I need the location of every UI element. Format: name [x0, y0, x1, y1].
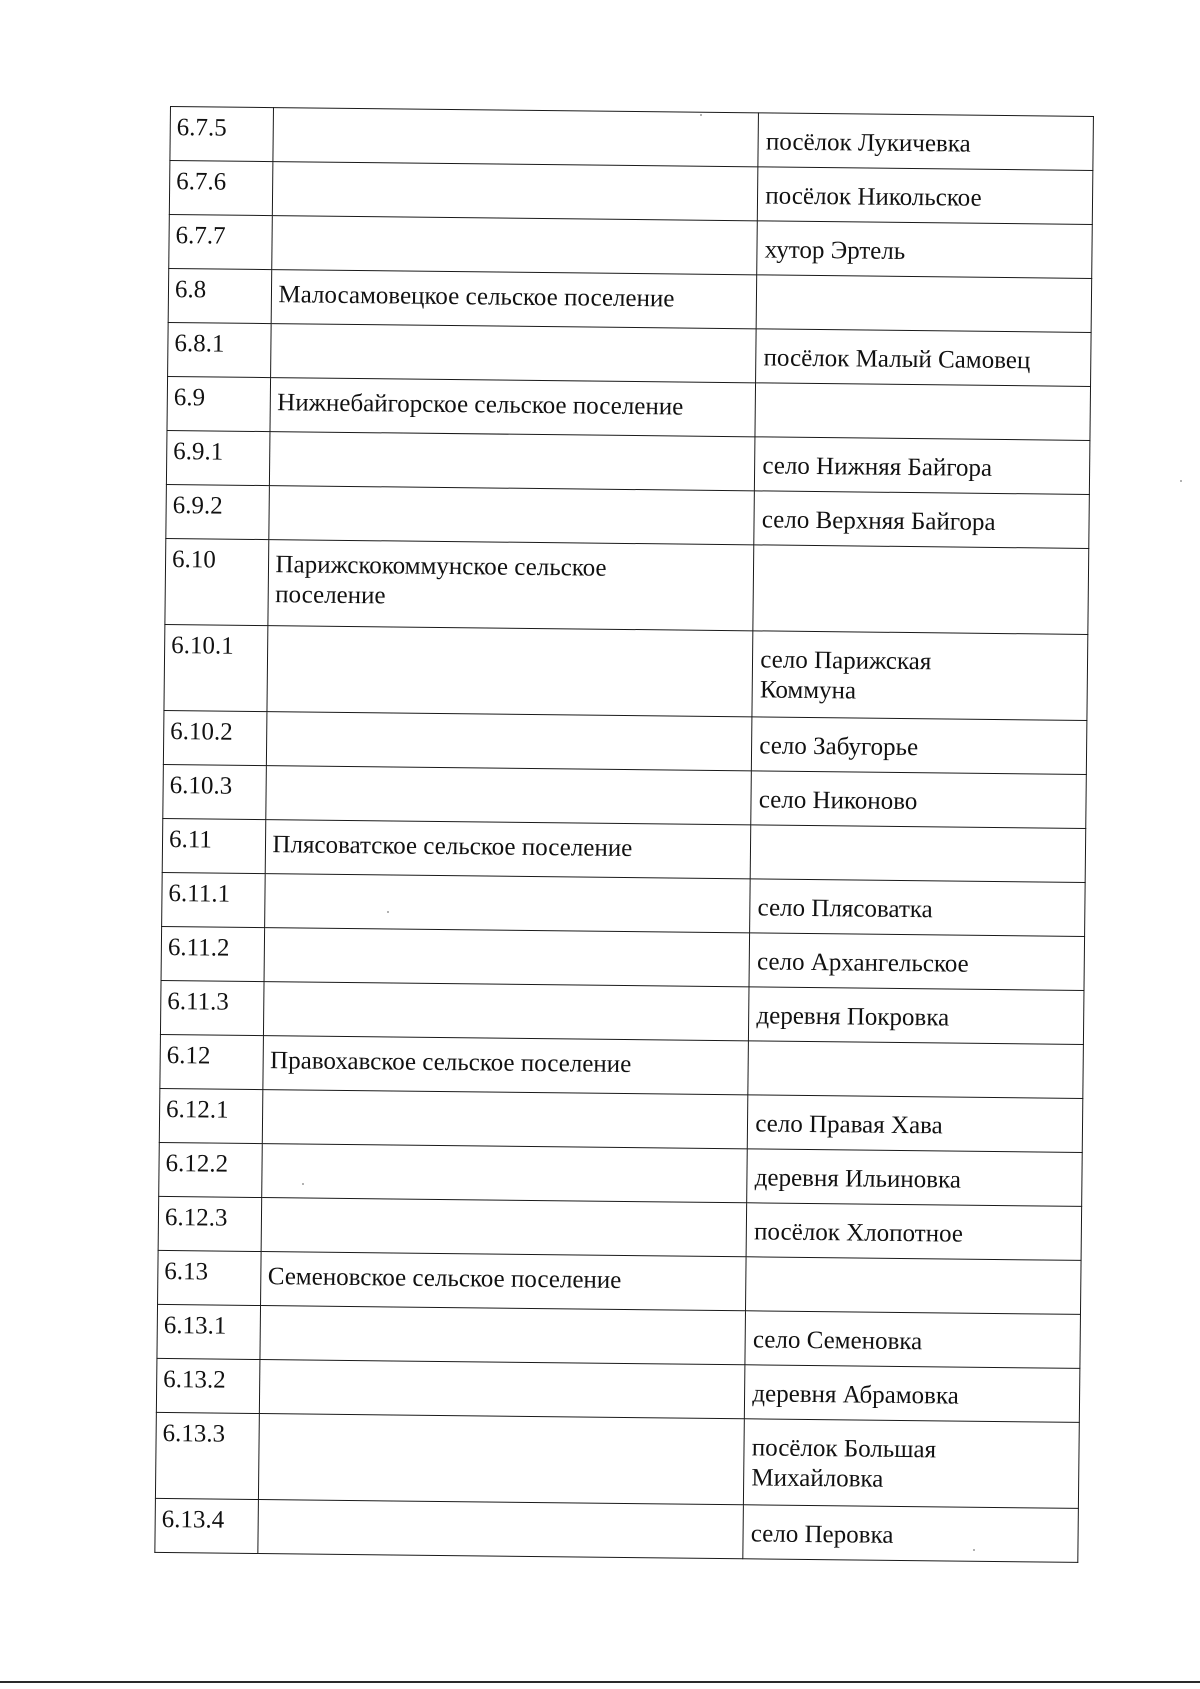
- locality-name: село Никоново: [758, 786, 918, 816]
- table-row: [169, 214, 1093, 278]
- row-number: 6.9.2: [172, 492, 223, 520]
- settlement-name: [271, 938, 749, 943]
- settlement-name: [269, 1208, 747, 1213]
- row-number-cell: [161, 926, 265, 981]
- locality-cell: [752, 717, 1087, 775]
- locality-name: хутор Эртель: [764, 236, 906, 265]
- locality-cell: [745, 1365, 1080, 1423]
- table-row: [161, 926, 1085, 990]
- settlement-name: Правохавское сельское поселение: [269, 1047, 632, 1079]
- settlement-name: Малосамовецкое сельское поселение: [278, 281, 675, 313]
- table-row: [160, 1034, 1084, 1098]
- row-number-cell: [159, 1088, 263, 1143]
- locality-cell: [746, 1257, 1081, 1315]
- row-number-cell: [165, 538, 269, 625]
- settlement-name: [267, 1316, 745, 1321]
- table-row: [156, 1358, 1080, 1422]
- row-number-cell: [167, 376, 271, 431]
- locality-cell: [755, 437, 1090, 495]
- row-number: 6.9.1: [173, 438, 224, 466]
- locality-name: [764, 289, 1091, 293]
- locality-name: деревня Абрамовка: [752, 1380, 959, 1410]
- locality-name: [756, 1055, 1083, 1059]
- locality-name: село Семеновка: [752, 1326, 923, 1356]
- row-number-cell: [155, 1498, 259, 1553]
- settlement-name: [269, 1154, 747, 1159]
- row-number-cell: [162, 818, 266, 873]
- settlement-cell: [258, 1500, 743, 1559]
- settlement-name: Нижнебайгорское сельское поселение: [277, 389, 684, 421]
- locality-cell: [753, 545, 1089, 635]
- locality-cell: [756, 329, 1091, 387]
- row-number: 6.12.3: [164, 1204, 228, 1232]
- locality-cell: [757, 221, 1092, 279]
- locality-name: село Забугорье: [759, 732, 919, 762]
- row-number-cell: [168, 322, 272, 377]
- settlement-name: [275, 636, 753, 641]
- table-row: [162, 872, 1086, 936]
- locality-name: посёлок Большая Михайловка: [751, 1434, 937, 1493]
- table-row: [157, 1304, 1081, 1368]
- settlements-table: [154, 106, 1094, 1563]
- locality-cell: [744, 1419, 1080, 1509]
- settlement-cell: [267, 712, 752, 771]
- settlement-name: [277, 442, 755, 447]
- scan-speck: [973, 1549, 975, 1551]
- row-number-cell: [168, 268, 272, 323]
- row-number: 6.9: [173, 384, 206, 412]
- settlement-name: [278, 334, 756, 339]
- settlement-cell: [270, 378, 755, 437]
- settlement-name: [276, 496, 754, 501]
- locality-name: село Плясоватка: [757, 894, 933, 924]
- row-number: 6.7.6: [176, 168, 227, 196]
- table-row: [165, 538, 1089, 634]
- table-row: [155, 1412, 1079, 1508]
- settlement-cell: [270, 432, 755, 491]
- table-row: [159, 1088, 1083, 1152]
- settlement-name: [267, 1370, 745, 1375]
- settlement-cell: [269, 486, 754, 545]
- row-number-cell: [169, 161, 273, 216]
- settlement-cell: [265, 874, 750, 933]
- locality-cell: [755, 383, 1090, 441]
- row-number: 6.10.1: [171, 632, 234, 660]
- row-number: 6.7.5: [176, 114, 227, 142]
- row-number-cell: [158, 1196, 262, 1251]
- locality-name: село Правая Хава: [755, 1110, 943, 1140]
- scan-speck: [302, 1183, 304, 1185]
- row-number: 6.13.2: [163, 1366, 226, 1394]
- table-row: [168, 322, 1092, 386]
- row-number: 6.11.1: [168, 880, 231, 908]
- table-row: [158, 1196, 1082, 1260]
- table-row: [167, 376, 1091, 440]
- settlement-cell: [259, 1414, 745, 1505]
- row-number-cell: [162, 872, 266, 927]
- locality-cell: [748, 1041, 1083, 1099]
- settlement-cell: [260, 1360, 745, 1419]
- row-number: 6.11.3: [167, 988, 230, 1016]
- row-number-cell: [163, 710, 267, 765]
- locality-cell: [756, 275, 1091, 333]
- row-number-cell: [156, 1358, 260, 1413]
- row-number: 6.13.3: [162, 1419, 226, 1448]
- scan-speck: [1180, 480, 1182, 482]
- table-row: [160, 980, 1084, 1044]
- settlement-cell: [273, 108, 758, 167]
- locality-cell: [750, 825, 1085, 883]
- table-row: [163, 764, 1087, 828]
- locality-cell: [743, 1505, 1078, 1563]
- page-edge-rule: [0, 1681, 1200, 1683]
- locality-cell: [749, 933, 1084, 991]
- row-number: 6.11: [168, 826, 213, 854]
- row-number: 6.10: [171, 546, 216, 574]
- locality-name: село Верхняя Байгора: [761, 506, 996, 536]
- table-row: [166, 430, 1090, 494]
- settlement-cell: [273, 162, 758, 221]
- settlement-cell: [267, 626, 753, 717]
- table-row: [168, 268, 1092, 332]
- row-number: 6.13.1: [163, 1312, 227, 1340]
- settlement-cell: [261, 1252, 746, 1311]
- row-number: 6.13: [164, 1258, 209, 1286]
- settlement-name: Парижскокоммунское сельское поселение: [275, 551, 607, 610]
- row-number-cell: [157, 1304, 261, 1359]
- locality-cell: [754, 491, 1089, 549]
- row-number-cell: [170, 107, 274, 162]
- table-row: [159, 1142, 1083, 1206]
- settlement-name: Плясоватское сельское поселение: [272, 831, 633, 863]
- settlement-name: [273, 776, 751, 781]
- settlement-name: Семеновское сельское поселение: [267, 1263, 622, 1294]
- settlement-name: [280, 172, 758, 177]
- settlement-name: [274, 722, 752, 727]
- row-number: 6.10.3: [169, 772, 233, 800]
- locality-name: посёлок Малый Самовец: [763, 344, 1031, 375]
- locality-cell: [745, 1311, 1080, 1369]
- locality-name: [761, 559, 1088, 563]
- row-number-cell: [164, 624, 268, 711]
- settlement-name: [265, 1510, 743, 1515]
- row-number: 6.8: [174, 276, 207, 304]
- locality-cell: [752, 631, 1088, 721]
- locality-name: село Перовка: [750, 1520, 894, 1549]
- row-number-cell: [166, 430, 270, 485]
- table-row: [162, 818, 1086, 882]
- settlement-cell: [264, 982, 749, 1041]
- settlement-name: [280, 118, 758, 123]
- locality-cell: [758, 167, 1093, 225]
- row-number-cell: [166, 484, 270, 539]
- row-number-cell: [169, 214, 273, 269]
- settlement-cell: [272, 216, 757, 275]
- table-row: [170, 107, 1094, 171]
- locality-name: село Парижская Коммуна: [759, 646, 932, 705]
- row-number: 6.12: [166, 1042, 211, 1070]
- row-number-cell: [160, 980, 264, 1035]
- settlement-cell: [266, 820, 751, 879]
- locality-cell: [748, 1095, 1083, 1153]
- row-number: 6.8.1: [174, 330, 225, 358]
- table-row: [166, 484, 1090, 548]
- locality-name: посёлок Лукичевка: [765, 128, 971, 158]
- settlement-cell: [272, 270, 757, 329]
- table-body: [155, 107, 1094, 1563]
- row-number-cell: [155, 1412, 259, 1499]
- row-number: 6.10.2: [170, 718, 233, 746]
- locality-cell: [750, 879, 1085, 937]
- settlement-name: [272, 884, 750, 889]
- settlement-name: [270, 1100, 748, 1105]
- row-number: 6.12.2: [165, 1150, 229, 1178]
- row-number-cell: [158, 1250, 262, 1305]
- locality-name: [758, 839, 1085, 843]
- locality-cell: [758, 113, 1093, 171]
- locality-cell: [751, 771, 1086, 829]
- locality-cell: [749, 987, 1084, 1045]
- locality-name: село Архангельское: [756, 948, 969, 978]
- document-page: [154, 106, 1094, 1563]
- settlement-name: [266, 1424, 744, 1429]
- locality-name: посёлок Хлопотное: [753, 1218, 964, 1248]
- settlement-cell: [268, 540, 754, 631]
- table-row: [169, 161, 1093, 225]
- row-number: 6.13.4: [161, 1505, 225, 1534]
- settlement-cell: [262, 1144, 747, 1203]
- scan-speck: [700, 114, 702, 116]
- locality-cell: [746, 1203, 1081, 1261]
- settlement-cell: [260, 1306, 745, 1365]
- settlement-name: [279, 226, 757, 231]
- row-number-cell: [159, 1142, 263, 1197]
- locality-cell: [747, 1149, 1082, 1207]
- locality-name: [754, 1271, 1081, 1275]
- settlement-cell: [262, 1198, 747, 1257]
- table-row: [164, 624, 1088, 720]
- row-number: 6.7.7: [175, 222, 226, 250]
- locality-name: село Нижняя Байгора: [762, 452, 993, 482]
- settlement-cell: [263, 1090, 748, 1149]
- locality-name: посёлок Никольское: [765, 182, 982, 212]
- scan-speck: [387, 911, 389, 913]
- row-number: 6.11.2: [167, 934, 230, 962]
- settlement-cell: [271, 324, 756, 383]
- locality-name: деревня Покровка: [756, 1002, 950, 1032]
- table-row: [155, 1498, 1079, 1562]
- locality-name: деревня Ильиновка: [754, 1164, 962, 1194]
- settlement-cell: [263, 1036, 748, 1095]
- locality-name: [763, 397, 1090, 401]
- table-row: [163, 710, 1087, 774]
- settlement-cell: [266, 766, 751, 825]
- row-number-cell: [160, 1034, 264, 1089]
- table-row: [158, 1250, 1082, 1314]
- row-number-cell: [163, 764, 267, 819]
- settlement-name: [271, 992, 749, 997]
- row-number: 6.12.1: [165, 1096, 229, 1124]
- settlement-cell: [264, 928, 749, 987]
